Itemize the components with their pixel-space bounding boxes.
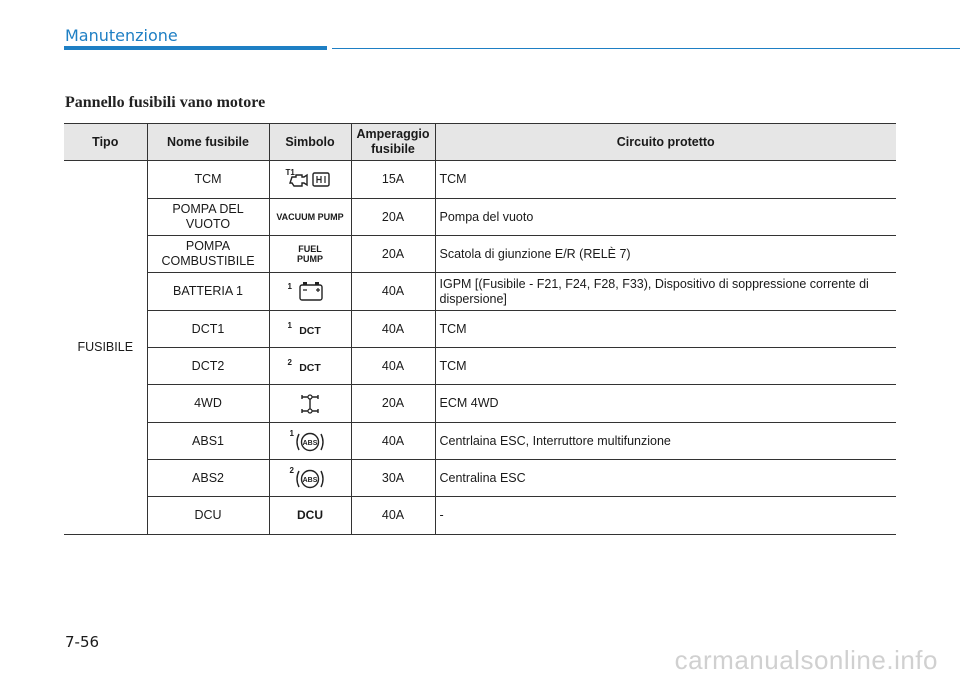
symbol-text: DCT: [299, 325, 321, 337]
col-header-simbolo: Simbolo: [269, 124, 351, 161]
symbol-superscript: 1: [287, 281, 292, 291]
symbol-cell: [269, 273, 351, 311]
header-rule-thin: [332, 48, 960, 49]
table-row: [64, 161, 896, 199]
symbol-superscript: 1: [289, 429, 294, 438]
watermark: carmanualsonline.info: [674, 645, 938, 675]
col-header-tipo: Tipo: [64, 124, 147, 161]
battery-icon: [287, 277, 330, 305]
fuse-amp: 20A: [351, 236, 435, 273]
fuse-name: DCU: [147, 497, 269, 535]
fuse-amp: 40A: [351, 497, 435, 535]
fuse-name: 4WD: [147, 385, 269, 423]
symbol-superscript: T1: [285, 167, 295, 177]
fuse-amp: 30A: [351, 460, 435, 497]
symbol-superscript: 1: [287, 321, 292, 330]
symbol-text: FUEL PUMP: [296, 244, 323, 264]
fuse-name: DCT2: [147, 348, 269, 385]
col-header-amperaggio: Amperaggio fusibile: [351, 124, 435, 161]
symbol-cell: [269, 348, 351, 385]
page-heading: Pannello fusibili vano motore: [65, 94, 266, 111]
fuse-circuit: ECM 4WD: [435, 385, 896, 423]
table-row: [64, 199, 896, 236]
fuse-circuit: TCM: [435, 311, 896, 348]
fuse-name: DCT1: [147, 311, 269, 348]
fuse-name: POMPA COMBUSTIBILE: [147, 236, 269, 273]
fuse-name: BATTERIA 1: [147, 273, 269, 311]
table-row: [64, 273, 896, 311]
symbol-cell: [269, 385, 351, 423]
fuse-circuit: Centrlaina ESC, Interruttore multifunzione: [435, 423, 896, 460]
header-rule-thick: [64, 46, 327, 50]
fuse-amp: 20A: [351, 199, 435, 236]
table-row: [64, 236, 896, 273]
table-row: [64, 423, 896, 460]
abs-icon-text: ABS: [302, 440, 318, 447]
fuse-name: ABS1: [147, 423, 269, 460]
page-number: 7-56: [65, 633, 100, 651]
fuse-amp: 40A: [351, 311, 435, 348]
fuse-amp: 40A: [351, 423, 435, 460]
symbol-cell: [269, 161, 351, 199]
fuse-circuit: TCM: [435, 161, 896, 199]
table-row: [64, 385, 896, 423]
fuse-amp: 15A: [351, 161, 435, 199]
section-title: Manutenzione: [65, 26, 178, 45]
symbol-superscript: 2: [287, 358, 292, 367]
fuse-amp: 20A: [351, 385, 435, 423]
table-header-row: [64, 124, 896, 161]
abs-icon-text: ABS: [302, 477, 318, 484]
symbol-text: DCT: [299, 362, 321, 374]
fuse-amp: 40A: [351, 348, 435, 385]
col-header-circuito: Circuito protetto: [435, 124, 896, 161]
symbol-cell: [269, 199, 351, 236]
symbol-cell: [269, 423, 351, 460]
abs-icon: [289, 463, 328, 493]
4wd-axle-icon: [295, 390, 325, 418]
table-row: [64, 497, 896, 535]
fuse-circuit: TCM: [435, 348, 896, 385]
fuse-circuit: Pompa del vuoto: [435, 199, 896, 236]
symbol-cell: [269, 497, 351, 535]
fuse-name: ABS2: [147, 460, 269, 497]
fuse-circuit: Scatola di giunzione E/R (RELÈ 7): [435, 236, 896, 273]
fuse-table: [64, 123, 896, 535]
symbol-text: DCU: [297, 508, 323, 522]
table-row: [64, 311, 896, 348]
symbol-text: VACUUM PUMP: [276, 212, 344, 222]
fuse-circuit: Centralina ESC: [435, 460, 896, 497]
symbol-cell: [269, 236, 351, 273]
table-row: [64, 460, 896, 497]
fuse-amp: 40A: [351, 273, 435, 311]
abs-icon: [289, 426, 328, 456]
symbol-cell: [269, 460, 351, 497]
col-header-nome: Nome fusibile: [147, 124, 269, 161]
fuse-name: TCM: [147, 161, 269, 199]
symbol-cell: [269, 311, 351, 348]
fuse-circuit: IGPM [(Fusibile - F21, F24, F28, F33), Dispositivo di soppressione corrente di dispersione]: [435, 273, 896, 311]
fuse-circuit: -: [435, 497, 896, 535]
type-cell: FUSIBILE: [64, 161, 147, 535]
symbol-superscript: 2: [289, 466, 294, 475]
table-row: [64, 348, 896, 385]
fuse-name: POMPA DEL VUOTO: [147, 199, 269, 236]
